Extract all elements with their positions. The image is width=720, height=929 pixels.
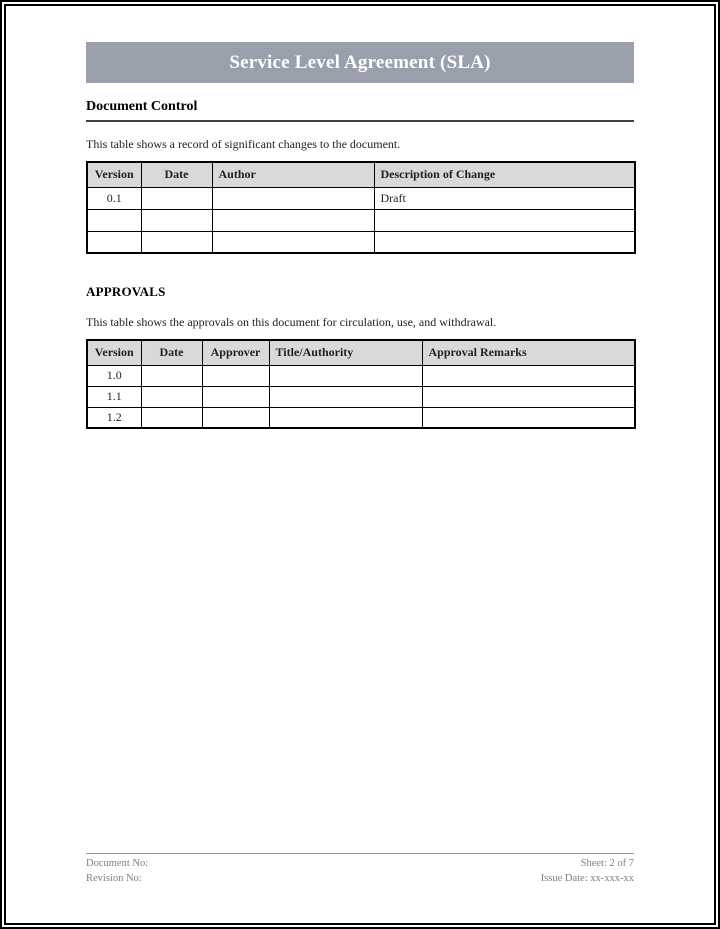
table-cell: 1.1 — [87, 386, 141, 407]
approvals-table — [86, 339, 636, 429]
table-cell — [141, 209, 212, 231]
approvals-table-body — [87, 365, 635, 428]
table-cell: 0.1 — [87, 187, 141, 209]
header-row — [87, 340, 635, 365]
issue-date-label: Issue Date: xx-xxx-xx — [540, 873, 634, 884]
table-cell — [141, 365, 202, 386]
table-cell: Draft — [374, 187, 635, 209]
page-content — [86, 6, 634, 923]
table-cell — [202, 386, 269, 407]
table-cell — [422, 365, 635, 386]
table-cell — [269, 407, 422, 428]
table-cell — [202, 365, 269, 386]
column-header: Title/Authority — [269, 340, 422, 365]
document-control-heading: Document Control — [86, 99, 634, 122]
table-cell — [202, 407, 269, 428]
header-row — [87, 162, 635, 187]
document-control-table-head — [87, 162, 635, 187]
column-header: Description of Change — [374, 162, 635, 187]
table-cell — [422, 407, 635, 428]
table-row — [87, 386, 635, 407]
table-cell — [212, 209, 374, 231]
table-cell — [87, 209, 141, 231]
sheet-label: Sheet: 2 of 7 — [580, 858, 634, 869]
approvals-heading: APPROVALS — [86, 284, 166, 299]
table-row — [87, 187, 635, 209]
table-cell — [269, 386, 422, 407]
column-header: Version — [87, 340, 141, 365]
column-header: Approver — [202, 340, 269, 365]
column-header: Date — [141, 162, 212, 187]
table-cell — [212, 231, 374, 253]
title-banner — [86, 42, 634, 83]
document-no-label: Document No: — [86, 858, 149, 869]
table-row — [87, 209, 635, 231]
page-title: Service Level Agreement (SLA) — [229, 51, 491, 73]
document-control-table-body — [87, 187, 635, 253]
footer-right — [541, 856, 634, 886]
table-cell — [422, 386, 635, 407]
table-row — [87, 407, 635, 428]
column-header: Date — [141, 340, 202, 365]
table-cell — [212, 187, 374, 209]
table-cell — [374, 231, 635, 253]
page-footer — [86, 853, 634, 886]
approvals-table-head — [87, 340, 635, 365]
table-cell — [141, 231, 212, 253]
table-cell: 1.2 — [87, 407, 141, 428]
column-header: Approval Remarks — [422, 340, 635, 365]
footer-left — [86, 856, 148, 886]
approvals-description: This table shows the approvals on this document for circulation, use, and withdrawal. — [86, 315, 497, 329]
table-cell — [141, 386, 202, 407]
column-header: Version — [87, 162, 141, 187]
table-row — [87, 365, 635, 386]
table-cell — [87, 231, 141, 253]
table-cell: 1.0 — [87, 365, 141, 386]
table-cell — [141, 187, 212, 209]
revision-no-label: Revision No: — [86, 873, 142, 884]
table-cell — [269, 365, 422, 386]
table-cell — [141, 407, 202, 428]
document-control-description: This table shows a record of significant changes to the document. — [86, 137, 401, 151]
column-header: Author — [212, 162, 374, 187]
table-row — [87, 231, 635, 253]
document-control-table — [86, 161, 636, 254]
table-cell — [374, 209, 635, 231]
